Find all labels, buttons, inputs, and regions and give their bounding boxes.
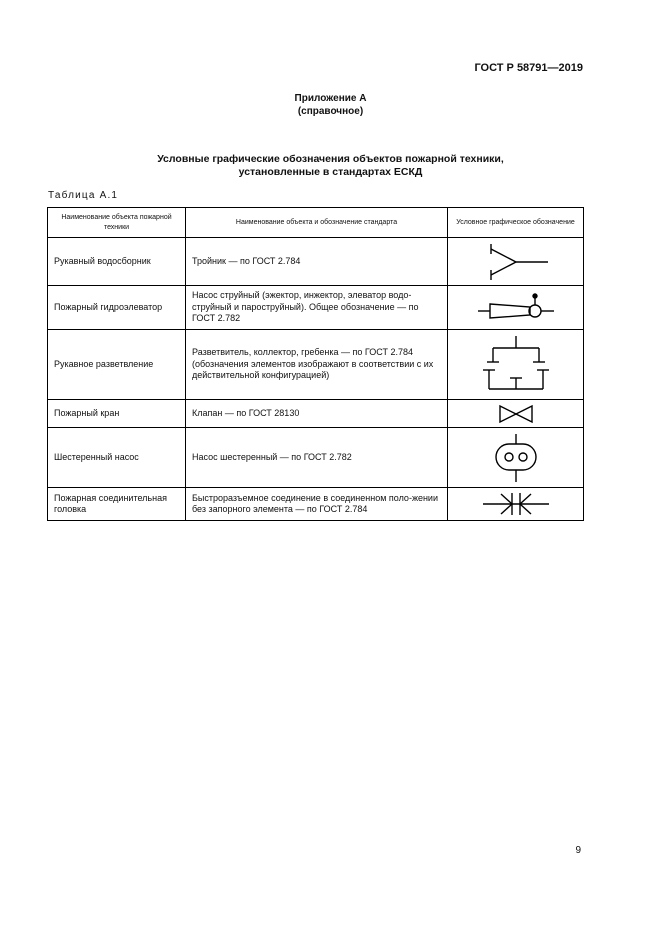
manifold-icon: [481, 334, 551, 396]
header-object-name: Наименование объекта пожарной техники: [48, 208, 186, 238]
header-standard: Наименование объекта и обозначение стандарта: [186, 208, 448, 238]
section-heading: [0, 153, 661, 179]
row-name: Шестеренный насос: [48, 428, 186, 488]
table-row: [48, 330, 584, 400]
page-number: 9: [575, 845, 581, 856]
table-row: [48, 488, 584, 521]
row-name: Рукавный водосборник: [48, 238, 186, 286]
row-standard: Разветвитель, коллектор, гребенка — по ГОСТ 2.784 (обозначения элементов изображают в соответствии с их действительной конфигурацией): [186, 330, 448, 400]
row-standard: Клапан — по ГОСТ 28130: [186, 400, 448, 428]
row-standard: Насос струйный (эжектор, инжектор, элеватор водо-струйный и пароструйный). Общее обозначение — по ГОСТ 2.782: [186, 286, 448, 330]
row-symbol: [448, 400, 584, 428]
heading-line-2: установленные в стандартах ЕСКД: [238, 166, 423, 178]
table-label: Таблица А.1: [48, 190, 119, 201]
row-name: Пожарный кран: [48, 400, 186, 428]
row-name: Рукавное разветвление: [48, 330, 186, 400]
row-name: Пожарная соединительная головка: [48, 488, 186, 521]
row-symbol: [448, 488, 584, 521]
appendix-title: Приложение А: [294, 93, 367, 104]
quick-coupling-icon: [481, 489, 551, 519]
row-symbol: [448, 238, 584, 286]
header-symbol: Условное графическое обозначение: [448, 208, 584, 238]
row-name: Пожарный гидроэлеватор: [48, 286, 186, 330]
table-row: [48, 286, 584, 330]
tee-branch-icon: [481, 242, 551, 282]
table-row: [48, 238, 584, 286]
row-symbol: [448, 330, 584, 400]
table-row: [48, 400, 584, 428]
row-standard: Быстроразъемное соединение в соединенном поло-жении без запорного элемента — по ГОСТ 2.784: [186, 488, 448, 521]
appendix-heading: [0, 92, 661, 118]
row-standard: Насос шестеренный — по ГОСТ 2.782: [186, 428, 448, 488]
symbols-table: [47, 207, 584, 521]
table-row: [48, 428, 584, 488]
jet-pump-icon: [476, 288, 556, 328]
row-symbol: [448, 286, 584, 330]
row-standard: Тройник — по ГОСТ 2.784: [186, 238, 448, 286]
document-code: ГОСТ Р 58791—2019: [474, 62, 583, 74]
row-symbol: [448, 428, 584, 488]
table-header-row: [48, 208, 584, 238]
appendix-subtitle: (справочное): [297, 106, 364, 117]
heading-line-1: Условные графические обозначения объектов пожарной техники,: [157, 153, 504, 165]
valve-icon: [496, 403, 536, 425]
gear-pump-icon: [491, 432, 541, 484]
